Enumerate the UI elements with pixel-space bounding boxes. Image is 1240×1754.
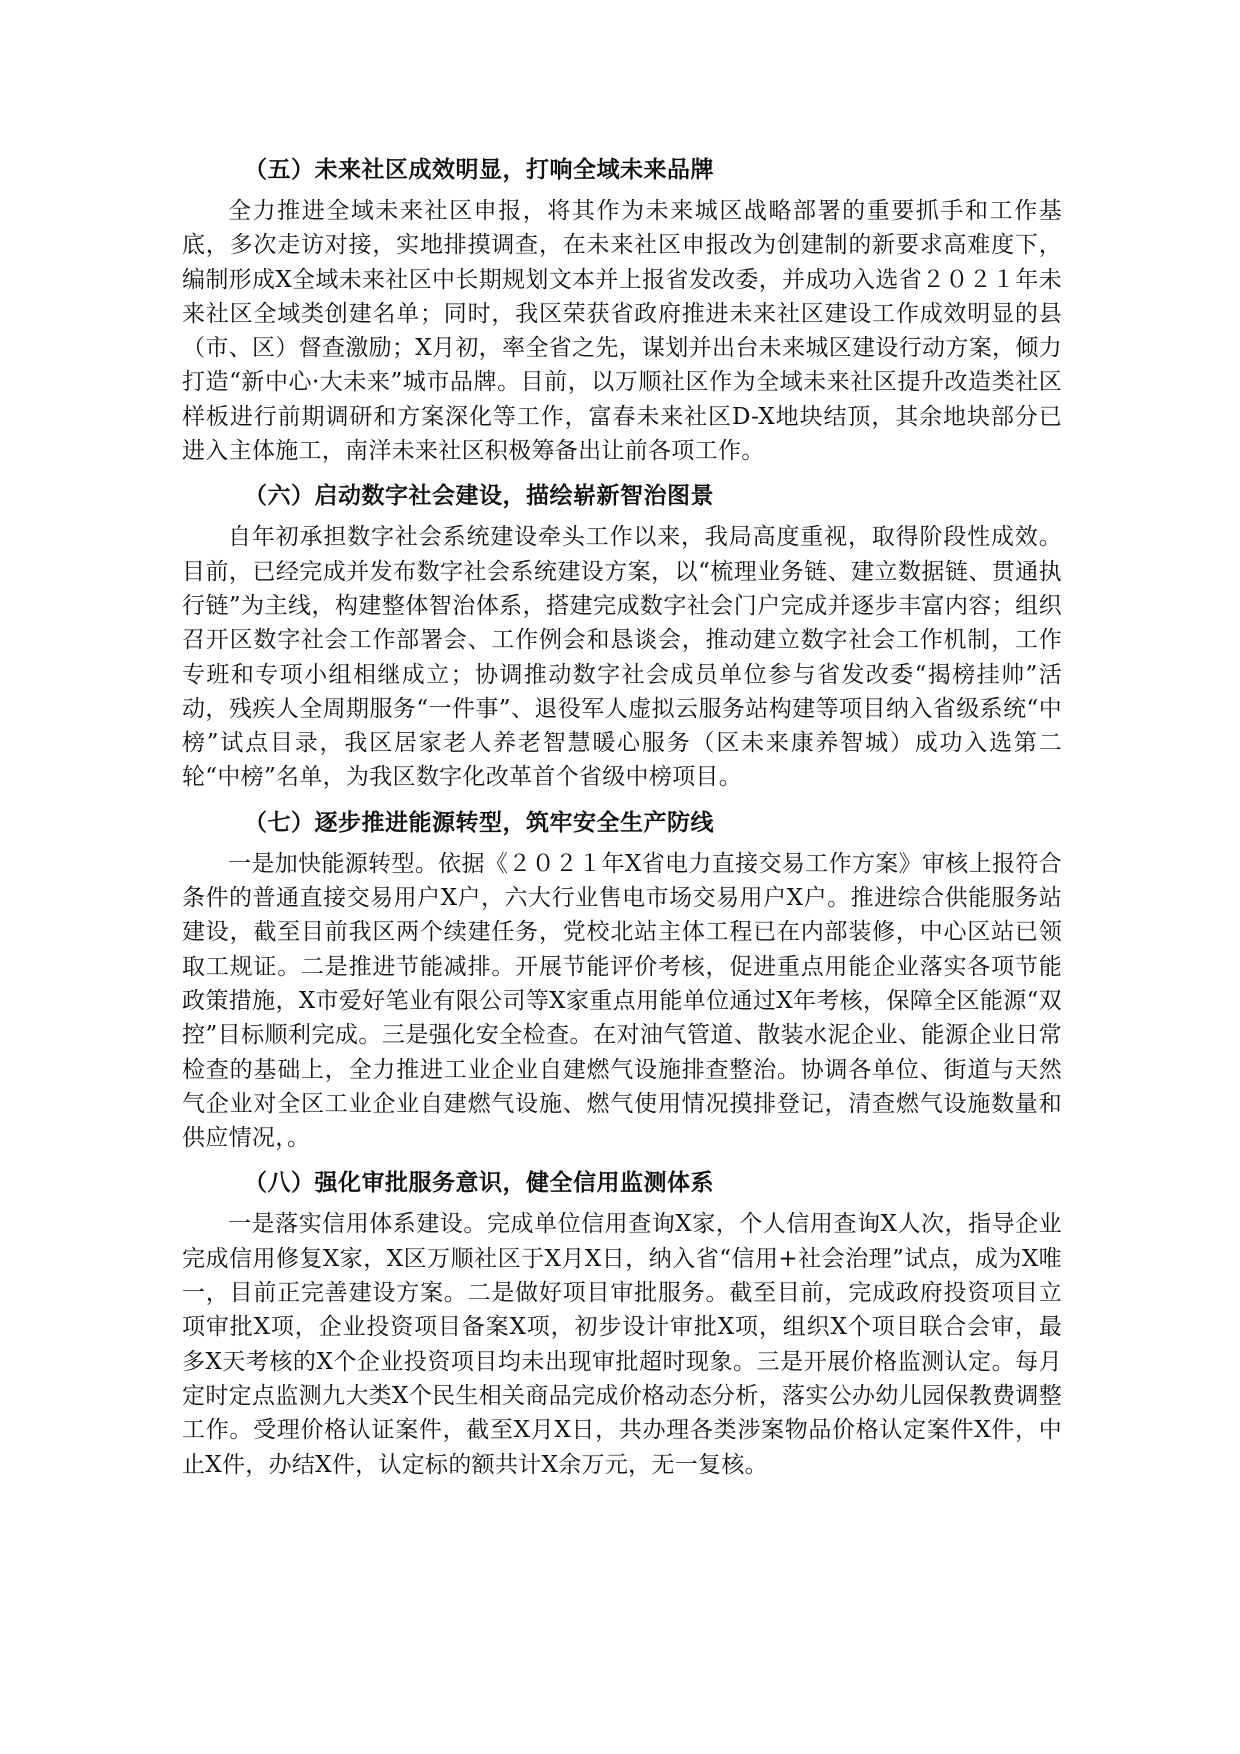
section-7 — [182, 805, 1062, 1156]
section-6 — [182, 478, 1062, 794]
section-paragraph: 一是落实信用体系建设。完成单位信用查询X家，个人信用查询X人次，指导企业完成信用修复X家，X区万顺社区于X月X日，纳入省“信用+社会治理”试点，成为X唯一，目前正完善建设方案。二是做好项目审批服务。截至目前，完成政府投资项目立项审批X项，企业投资项目备案X项，初步设计审批X项，组织X个项目联合会审，最多X天考核的X个企业投资项目均未出现审批超时现象。三是开展价格监测认定。每月定时定点监测九大类X个民生相关商品完成价格动态分析，落实公办幼儿园保教费调整工作。受理价格认证案件，截至X月X日，共办理各类涉案物品价格认定案件X件，中止X件，办结X件，认定标的额共计X余万元，无一复核。 — [182, 1211, 1062, 1478]
section-8 — [182, 1165, 1062, 1481]
section-heading: （六）启动数字社会建设，描绘崭新智治图景 — [244, 483, 714, 510]
section-paragraph: 一是加快能源转型。依据《２０２１年X省电力直接交易工作方案》审核上报符合条件的普通直接交易用户X户，六大行业售电市场交易用户X户。推进综合供能服务站建设，截至目前我区两个续建任务，党校北站主体工程已在内部装修，中心区站已领取工规证。二是推进节能减排。开展节能评价考核，促进重点用能企业落实各项节能政策措施，X市爱好笔业有限公司等X家重点用能单位通过X年考核，保障全区能源“双控”目标顺利完成。三是强化安全检查。在对油气管道、散装水泥企业、能源企业日常检查的基础上，全力推进工业企业自建燃气设施排查整治。协调各单位、街道与天然气企业对全区工业企业自建燃气设施、燃气使用情况摸排登记，清查燃气设施数量和供应情况，。 — [182, 850, 1062, 1152]
section-heading: （七）逐步推进能源转型，筑牢安全生产防线 — [244, 809, 714, 836]
section-heading: （八）强化审批服务意识，健全信用监测体系 — [244, 1170, 714, 1197]
section-paragraph: 全力推进全域未来社区申报，将其作为未来城区战略部署的重要抓手和工作基底，多次走访对接，实地排摸调查，在未来社区申报改为创建制的新要求高难度下，编制形成X全域未来社区中长期规划文本并上报省发改委，并成功入选省２０２１年未来社区全域类创建名单；同时，我区荣获省政府推进未来社区建设工作成效明显的县（市、区）督查激励；X月初，率全省之先，谋划并出台未来城区建设行动方案，倾力打造“新中心·大未来”城市品牌。目前，以万顺社区作为全域未来社区提升改造类社区样板进行前期调研和方案深化等工作，富春未来社区D-X地块结顶，其余地块部分已进入主体施工，南洋未来社区积极筹备出让前各项工作。 — [182, 198, 1062, 465]
document-body — [182, 152, 1062, 1492]
section-paragraph: 自年初承担数字社会系统建设牵头工作以来，我局高度重视，取得阶段性成效。目前，已经完成并发布数字社会系统建设方案，以“梳理业务链、建立数据链、贯通执行链”为主线，构建整体智治体系，搭建完成数字社会门户完成并逐步丰富内容；组织召开区数字社会工作部署会、工作例会和恳谈会，推动建立数字社会工作机制，工作专班和专项小组相继成立；协调推动数字社会成员单位参与省发改委“揭榜挂帅”活动，残疾人全周期服务“一件事”、退役军人虚拟云服务站构建等项目纳入省级系统“中榜”试点目录，我区居家老人养老智慧暖心服务（区未来康养智城）成功入选第二轮“中榜”名单，为我区数字化改革首个省级中榜项目。 — [182, 524, 1062, 791]
section-5 — [182, 152, 1062, 468]
section-heading: （五）未来社区成效明显，打响全域未来品牌 — [244, 157, 714, 183]
